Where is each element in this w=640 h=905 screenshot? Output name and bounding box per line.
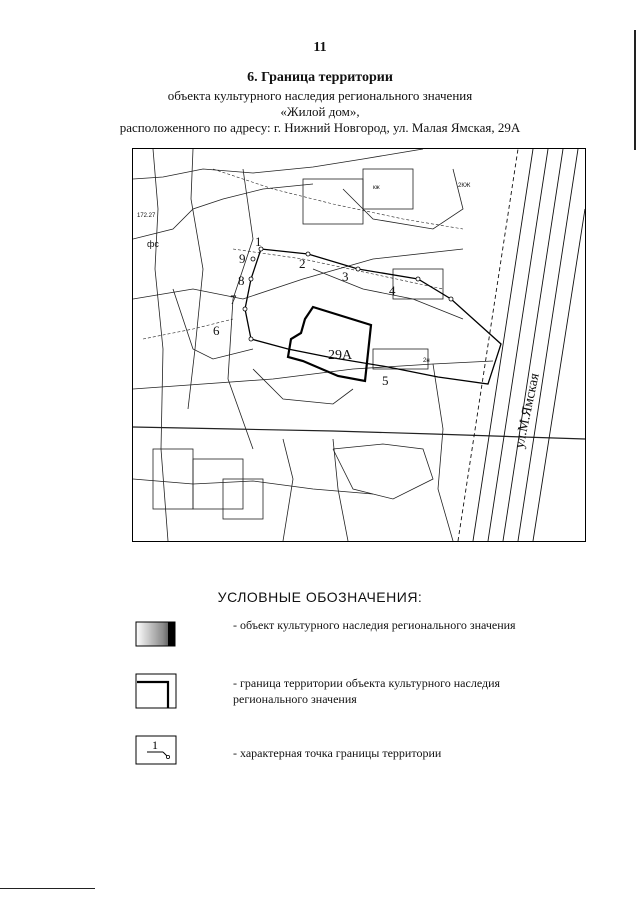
- map-canvas: [133, 149, 585, 541]
- characteristic-point-number: 1: [152, 738, 158, 752]
- point-label-1: 1: [255, 234, 262, 249]
- point-labels: [213, 234, 396, 388]
- characteristic-point-icon: [135, 735, 177, 765]
- point-label-2: 2: [299, 256, 306, 271]
- legend-heading: УСЛОВНЫЕ ОБОЗНАЧЕНИЯ:: [217, 589, 423, 605]
- point-label-7: 7: [230, 292, 237, 307]
- page-number: 11: [313, 40, 327, 55]
- boundary-points: [243, 247, 453, 341]
- footnote-separator: [0, 888, 95, 889]
- parcel-label-4: 2КЖ: [458, 183, 471, 189]
- point-label-4: 4: [389, 283, 396, 298]
- point-label-5: 5: [382, 373, 389, 388]
- parcel-label-3: кж: [373, 185, 380, 191]
- point-label-8: 8: [238, 273, 245, 288]
- subtitle-line-1: объекта культурного наследия регионального значения: [167, 88, 473, 103]
- subtitle-line-3: расположенного по адресу: г. Нижний Новгород, ул. Малая Ямская, 29А: [119, 120, 521, 135]
- object-label: 29А: [328, 348, 353, 363]
- point-label-6: 6: [213, 323, 220, 338]
- territory-boundary-icon: [135, 673, 177, 703]
- heritage-object-outline: [288, 307, 371, 381]
- page-title: 6. Граница территории: [247, 70, 393, 85]
- subtitle-line-2: «Жилой дом»,: [280, 104, 360, 119]
- map-linework: [133, 149, 585, 541]
- legend-text-heritage-object: - объект культурного наследия регионального значения: [233, 618, 516, 632]
- cadastral-map: [132, 148, 586, 542]
- street-lines: [458, 149, 585, 541]
- legend-text-territory-boundary: - граница территории объекта культурного наследия регионального значения: [233, 676, 501, 706]
- parcel-label-2: фс: [147, 239, 159, 249]
- parcel-label-5: 2н: [423, 358, 430, 364]
- legend-text-characteristic-point: - характерная точка границы территории: [233, 746, 442, 760]
- point-label-9: 9: [239, 251, 246, 266]
- street-label: ул.М.Ямская: [512, 371, 543, 450]
- parcel-label-1: 172.27: [137, 213, 156, 219]
- parcel-labels: [137, 183, 471, 364]
- heritage-object-icon: [135, 619, 177, 649]
- point-label-3: 3: [342, 269, 349, 284]
